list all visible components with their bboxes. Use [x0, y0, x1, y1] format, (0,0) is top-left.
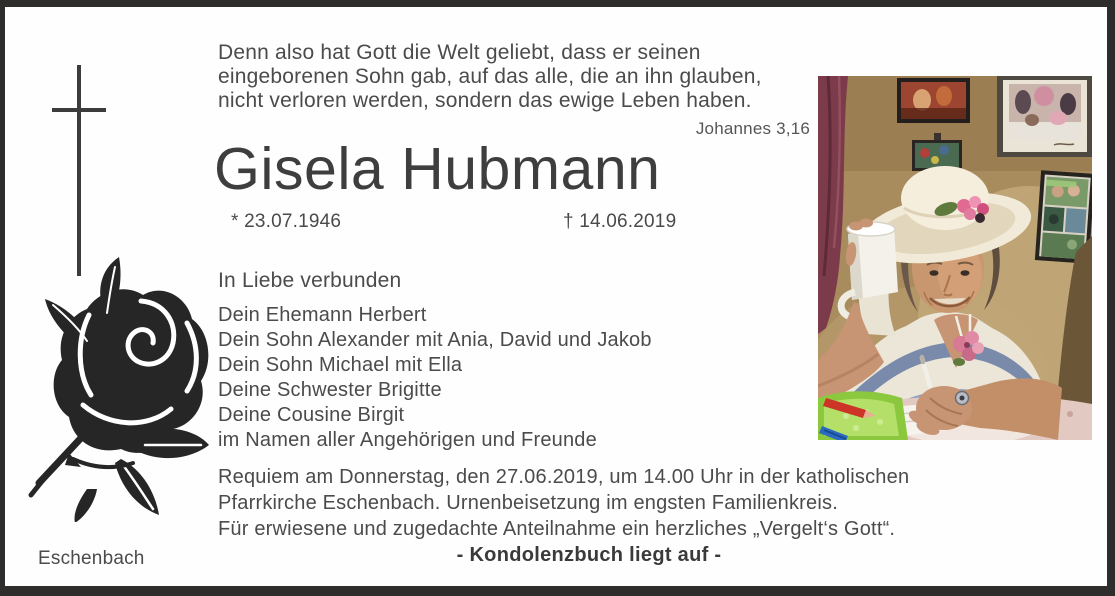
- memorial-cross-icon: [46, 63, 111, 278]
- birth-date: * 23.07.1946: [231, 211, 342, 232]
- service-line-1: Requiem am Donnerstag, den 27.06.2019, um 14.00 Uhr in der katholischen: [218, 466, 910, 488]
- service-line-3: Für erwiesene und zugedachte Anteilnahme ein herzliches „Vergelt‘s Gott“.: [218, 518, 896, 540]
- quote-line-3: nicht verloren werden, sondern das ewige Leben haben.: [218, 89, 752, 112]
- mourner-line: Dein Ehemann Herbert: [218, 304, 427, 326]
- location-label: Eschenbach: [38, 548, 145, 569]
- mourner-line: im Namen aller Angehörigen und Freunde: [218, 429, 597, 451]
- mourner-line: Deine Schwester Brigitte: [218, 379, 442, 401]
- quote-line-2: eingeborenen Sohn gab, auf das alle, die an ihn glauben,: [218, 65, 762, 88]
- mourner-line: Deine Cousine Birgit: [218, 404, 405, 426]
- mourners-intro: In Liebe verbunden: [218, 269, 402, 292]
- condolence-book-note: - Kondolenzbuch liegt auf -: [456, 544, 722, 566]
- death-date: † 14.06.2019: [563, 211, 677, 232]
- service-announcement: [218, 464, 909, 542]
- mourner-line: Dein Sohn Alexander mit Ania, David und Jakob: [218, 329, 652, 351]
- bible-quote: [218, 41, 762, 113]
- quote-line-1: Denn also hat Gott die Welt geliebt, dass er seinen: [218, 41, 701, 64]
- service-line-2: Pfarrkirche Eschenbach. Urnenbeisetzung im engsten Familienkreis.: [218, 492, 838, 514]
- portrait-photo: [818, 76, 1092, 440]
- quote-attribution: Johannes 3,16: [695, 119, 810, 138]
- obituary-sheet: [5, 7, 1107, 586]
- mourning-rose-icon: [25, 257, 210, 522]
- mourner-line: Dein Sohn Michael mit Ella: [218, 354, 463, 376]
- mourners-list: [218, 303, 652, 453]
- deceased-name: Gisela Hubmann: [214, 136, 661, 202]
